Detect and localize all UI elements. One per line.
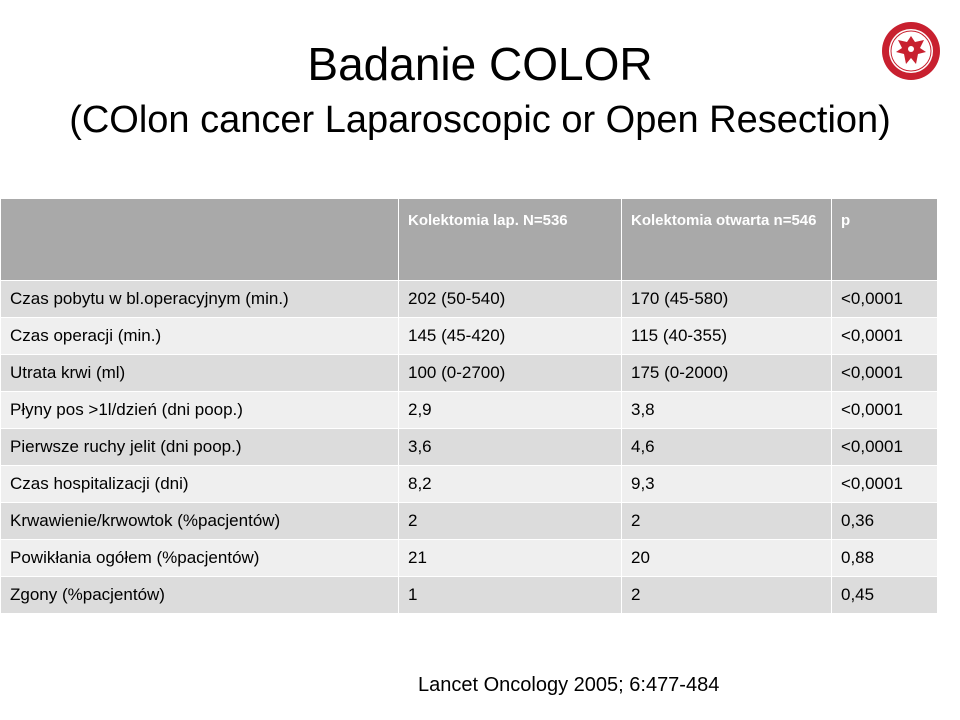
row-label: Czas operacji (min.): [1, 318, 399, 355]
p-value: <0,0001: [832, 429, 938, 466]
row-label: Zgony (%pacjentów): [1, 577, 399, 614]
open-value: 115 (40-355): [622, 318, 832, 355]
row-label: Pierwsze ruchy jelit (dni poop.): [1, 429, 399, 466]
p-value: <0,0001: [832, 392, 938, 429]
title-subtitle: (COlon cancer Laparoscopic or Open Resection): [69, 99, 891, 141]
table-row: [1, 392, 938, 429]
laparoscopic-value: 3,6: [399, 429, 622, 466]
table-row: [1, 503, 938, 540]
p-value: <0,0001: [832, 355, 938, 392]
p-value: 0,88: [832, 540, 938, 577]
citation: Lancet Oncology 2005; 6:477-484: [418, 674, 720, 696]
table-header-row: [1, 199, 938, 281]
open-value: 2: [622, 503, 832, 540]
title-main: Badanie COLOR: [307, 38, 653, 90]
laparoscopic-value: 202 (50-540): [399, 281, 622, 318]
header-empty: [1, 199, 399, 281]
row-label: Czas hospitalizacji (dni): [1, 466, 399, 503]
p-value: 0,45: [832, 577, 938, 614]
table-row: [1, 281, 938, 318]
laparoscopic-value: 100 (0-2700): [399, 355, 622, 392]
row-label: Powikłania ogółem (%pacjentów): [1, 540, 399, 577]
p-value: <0,0001: [832, 318, 938, 355]
p-value: 0,36: [832, 503, 938, 540]
table-row: [1, 540, 938, 577]
laparoscopic-value: 2,9: [399, 392, 622, 429]
table-row: [1, 429, 938, 466]
laparoscopic-value: 2: [399, 503, 622, 540]
row-label: Płyny pos >1l/dzień (dni poop.): [1, 392, 399, 429]
open-value: 3,8: [622, 392, 832, 429]
open-value: 20: [622, 540, 832, 577]
laparoscopic-value: 1: [399, 577, 622, 614]
row-label: Czas pobytu w bl.operacyjnym (min.): [1, 281, 399, 318]
open-value: 9,3: [622, 466, 832, 503]
table-row: [1, 577, 938, 614]
laparoscopic-value: 145 (45-420): [399, 318, 622, 355]
p-value: <0,0001: [832, 466, 938, 503]
university-crest-icon: [880, 20, 942, 82]
open-value: 175 (0-2000): [622, 355, 832, 392]
row-label: Krwawienie/krwowtok (%pacjentów): [1, 503, 399, 540]
table-row: [1, 466, 938, 503]
open-value: 2: [622, 577, 832, 614]
slide-title: [0, 34, 960, 146]
open-value: 4,6: [622, 429, 832, 466]
header-p-value: p: [832, 199, 938, 281]
laparoscopic-value: 21: [399, 540, 622, 577]
header-open: Kolektomia otwarta n=546: [622, 199, 832, 281]
results-table: [0, 198, 938, 614]
row-label: Utrata krwi (ml): [1, 355, 399, 392]
table-row: [1, 355, 938, 392]
laparoscopic-value: 8,2: [399, 466, 622, 503]
table-row: [1, 318, 938, 355]
open-value: 170 (45-580): [622, 281, 832, 318]
p-value: <0,0001: [832, 281, 938, 318]
header-laparoscopic: Kolektomia lap. N=536: [399, 199, 622, 281]
